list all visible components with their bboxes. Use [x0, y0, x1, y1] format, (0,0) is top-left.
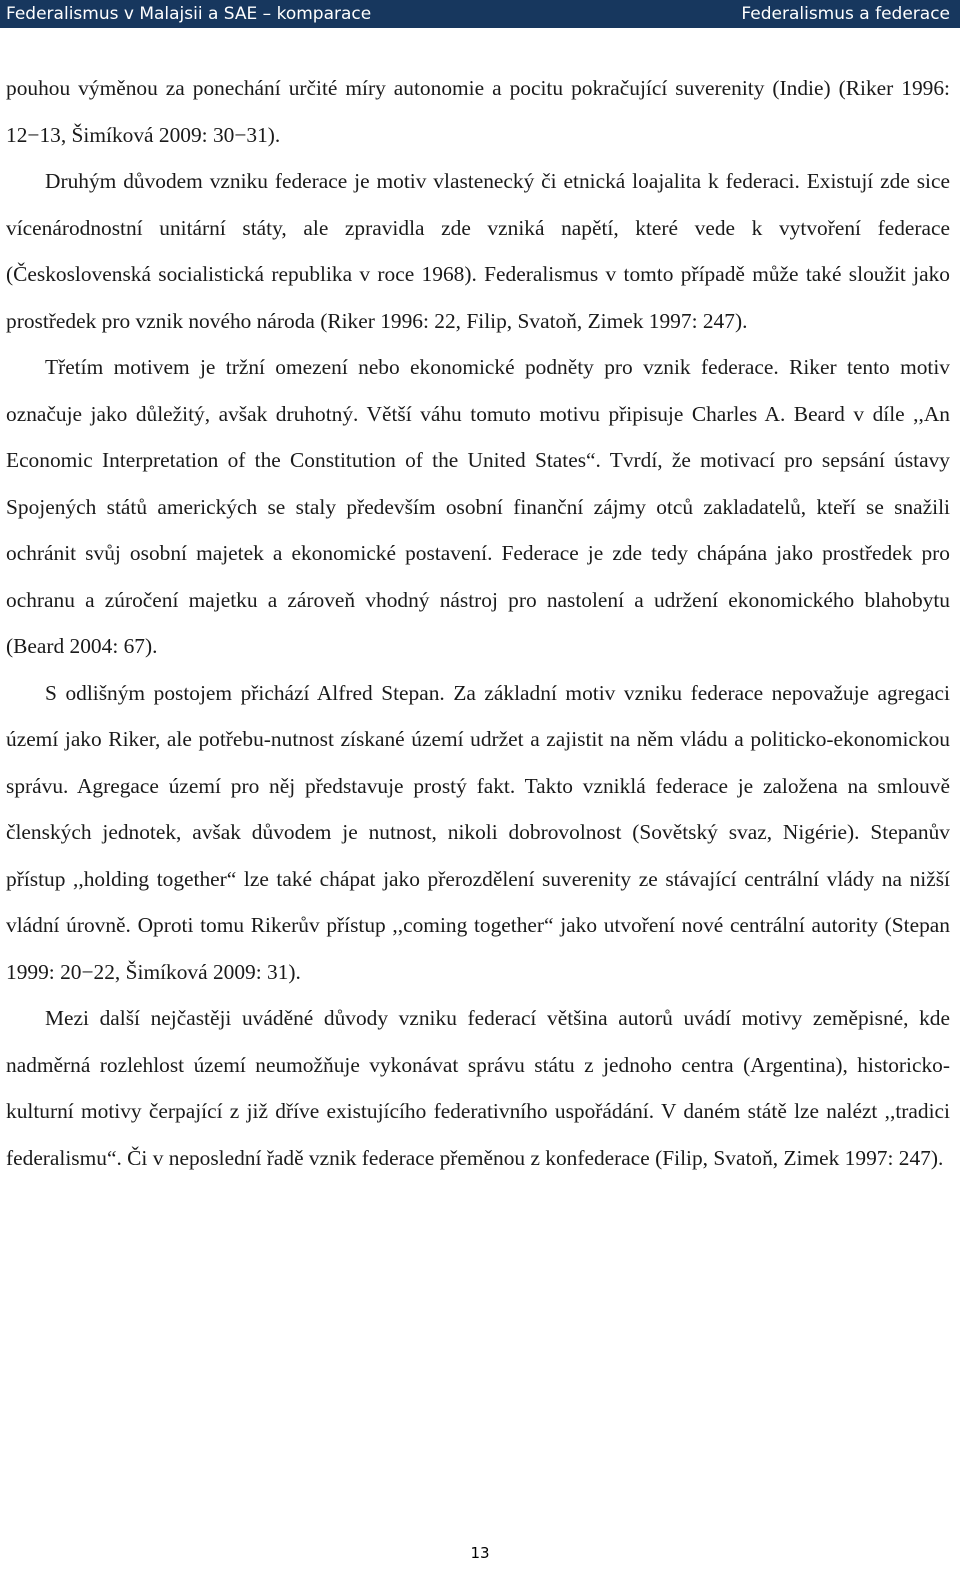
header-document-title: Federalismus v Malajsii a SAE – komparace	[6, 4, 372, 24]
header-chapter-title: Federalismus a federace	[741, 4, 950, 24]
paragraph-ethnic-motive: Druhým důvodem vzniku federace je motiv vlastenecký či etnická loajalita k federaci. Existují zde sice vícenárodnostní unitární státy, ale zpravidla zde vzniká napětí, které vede k vytvoření federace (Československá socialistická republika v roce 1968). Federalismus v tomto případě může také sloužit jako prostředek pro vznik nového národa (Riker 1996: 22, Filip, Svatoň, Zimek 1997: 247).	[6, 169, 950, 333]
paragraph-stepan: S odlišným postojem přichází Alfred Stepan. Za základní motiv vzniku federace nepovažuje agregaci území jako Riker, ale potřebu-nutnost získané území udržet a zajistit na něm vládu a politicko-ekonomickou správu. Agregace území pro něj představuje prostý fakt. Takto vzniklá federace je založena na smlouvě členských jednotek, avšak důvodem je nutnost, nikoli dobrovolnost (Sovětský svaz, Nigérie). Stepanův přístup ,,holding together“ lze také chápat jako přerozdělení suverenity ze stávající centrální vlády na nižší vládní úrovně. Oproti tomu Rikerův přístup ,,coming together“ jako utvoření nové centrální autority (Stepan 1999: 20−22, Šimíková 2009: 31).	[6, 680, 950, 984]
page-number: 13	[470, 1544, 490, 1562]
running-header	[0, 0, 960, 28]
paragraph-economic-motive: Třetím motivem je tržní omezení nebo ekonomické podněty pro vznik federace. Riker tento motiv označuje jako důležitý, avšak druhotný. Větší váhu tomuto motivu připisuje Charles A. Beard v díle ,,An Economic Interpretation of the Constitution of the United States“. Tvrdí, že motivací pro sepsání ústavy Spojených států amerických se staly především osobní finanční zájmy otců zakladatelů, kteří se snažili ochránit svůj osobní majetek a ekonomické postavení. Federace je zde tedy chápána jako prostředek pro ochranu a zúročení majetku a zároveň vhodný nástroj pro nastolení a udržení ekonomického blahobytu (Beard 2004: 67).	[6, 355, 950, 658]
paragraph-other-motives: Mezi další nejčastěji uváděné důvody vzniku federací většina autorů uvádí motivy zeměpisné, kde nadměrná rozlehlost území neumožňuje vykonávat správu státu z jednoho centra (Argentina), historicko-kulturní motivy čerpající z již dříve existujícího federativního uspořádání. V daném státě lze nalézt ,,tradici federalismu“. Či v neposlední řadě vznik federace přeměnou z konfederace (Filip, Svatoň, Zimek 1997: 247).	[6, 1006, 950, 1170]
paragraph-continuation: pouhou výměnou za ponechání určité míry autonomie a pocitu pokračující suverenity (Indie) (Riker 1996: 12−13, Šimíková 2009: 30−31).	[6, 76, 950, 147]
body-text	[6, 65, 950, 1181]
